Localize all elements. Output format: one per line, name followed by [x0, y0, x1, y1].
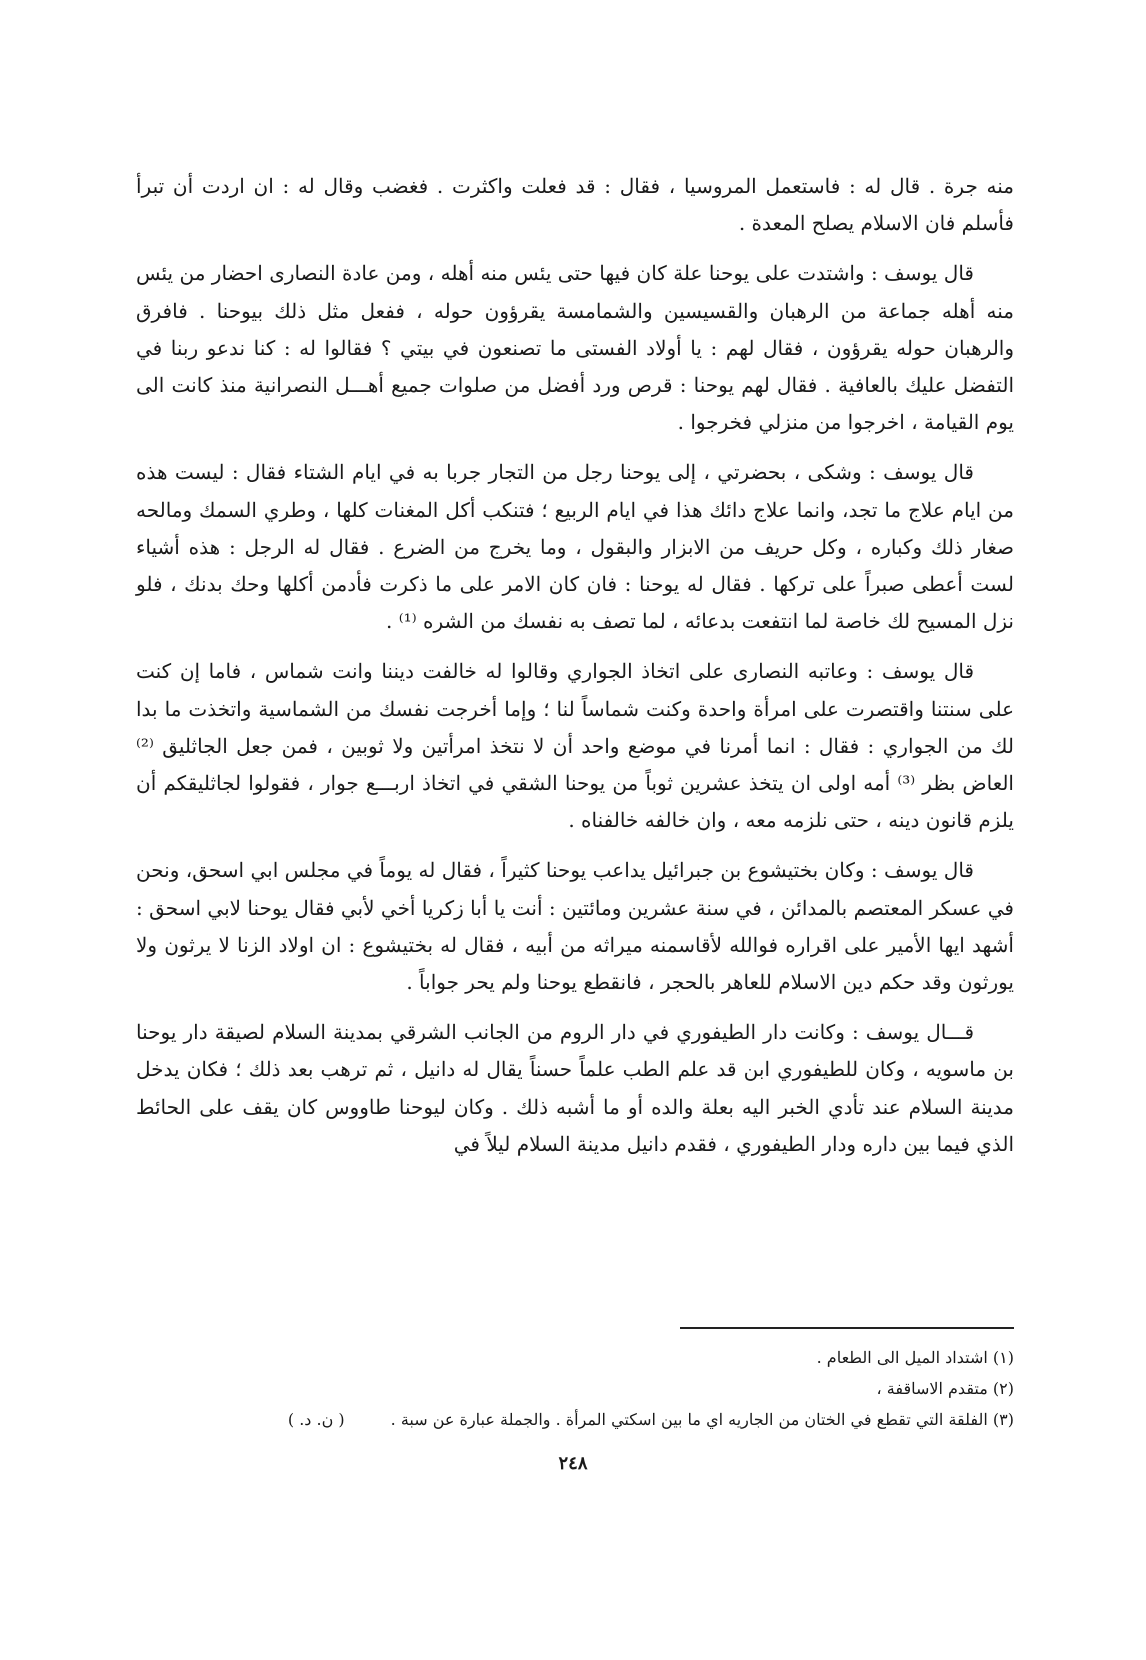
footnote-divider: [680, 1327, 1014, 1329]
footnotes: [136, 1342, 1014, 1435]
footnote-3-text: (٣) الفلقة التي تقطع في الختان من الجاريه اي ما بين اسكتي المرأة . والجملة عبارة عن سبة .: [390, 1410, 1014, 1429]
body-text: [136, 168, 1014, 1176]
paragraph-5: قال يوسف : وكان بختيشوع بن جبرائيل يداعب يوحنا كثيراً ، فقال له يوماً في مجلس ابي اسحق، ونحن في عسكر المعتصم بالمدائن ، في سنة عشرين ومائتين : أنت يا أبا زكريا أخي لأبي فقال يوحنا لابي اسحق : أشهد ايها الأمير على اقراره فوالله لأقاسمنه ميراثه من أبيه ، فقال له بختيشوع : ان اولاد الزنا لا يرثون ولا يورثون وقد حكم دين الاسلام للعاهر بالحجر ، فانقطع يوحنا ولم يحر جواباً .: [136, 858, 1014, 995]
footnote-3: [136, 1404, 1014, 1435]
footnote-1: (١) اشتداد الميل الى الطعام .: [816, 1348, 1014, 1367]
paragraph-4: قال يوسف : وعاتبه النصارى على اتخاذ الجواري وقالوا له خالفت ديننا وانت شماس ، فاما إن كنت على سنتنا واقتصرت على امرأة واحدة وكنت شماساً لنا ؛ وإما أخرجت نفسك من الشماسية واتخذت ما بدا لك من الجواري : فقال : انما أمرنا في موضع واحد أن لا نتخذ امرأتين ولا ثوبين ، فمن جعل الجاثليق ⁽²⁾ العاض بظر ⁽³⁾ أمه اولى ان يتخذ عشرين ثوباً من يوحنا الشقي في اتخاذ اربـــع جوار ، فقولوا لجاثليقكم أن يلزم قانون دينه ، حتى نلزمه معه ، وان خالفه خالفناه .: [136, 659, 1015, 833]
page-number: ٢٤٨: [558, 1453, 588, 1474]
footnote-signature: ( ن. د. ): [287, 1410, 345, 1429]
paragraph-6: قـــال يوسف : وكانت دار الطيفوري في دار الروم من الجانب الشرقي بمدينة السلام لصيقة دار يوحنا بن ماسويه ، وكان للطيفوري ابن قد علم الطب علماً حسناً يقال له دانيل ، ثم ترهب بعد ذلك ؛ فكان يدخل مدينة السلام عند تأدي الخبر اليه بعلة والده أو ما أشبه ذلك . وكان ليوحنا طاووس كان يقف على الحائط الذي فيما بين داره ودار الطيفوري ، فقدم دانيل مدينة السلام ليلاً في: [136, 1020, 1014, 1156]
paragraph-1: منه جرة . قال له : فاستعمل المروسيا ، فقال : قد فعلت واكثرت . فغضب وقال له : ان اردت أن تبرأ فأسلم فان الاسلام يصلح المعدة .: [136, 174, 1014, 236]
footnote-2: (٢) متقدم الاساقفة ،: [876, 1379, 1014, 1398]
paragraph-2: قال يوسف : واشتدت على يوحنا علة كان فيها حتى يئس منه أهله ، ومن عادة النصارى احضار من يئس منه أهله جماعة من الرهبان والقسيسين والشمامسة يقرؤون حوله ، ففعل مثل ذلك بيوحنا . فافرق والرهبان حوله يقرؤون ، فقال لهم : يا أولاد الفستى ما تصنعون في بيتي ؟ فقالوا له : كنا ندعو ربنا في التفضل عليك بالعافية . فقال لهم يوحنا : قرص ورد أفضل من صلوات جميع أهـــل النصرانية منذ كانت الى يوم القيامة ، اخرجوا من منزلي فخرجوا .: [136, 261, 1014, 435]
paragraph-3: قال يوسف : وشكى ، بحضرتي ، إلى يوحنا رجل من التجار جربا به في ايام الشتاء فقال : ليست هذه من ايام علاج ما تجد، وانما علاج دائك هذا في ايام الربيع ؛ فتنكب أكل المغنات كلها ، وطري السمك ومالحه صغار ذلك وكباره ، وكل حريف من الابزار والبقول ، وما يخرج من الضرع . فقال له الرجل : هذه أشياء لست أعطى صبراً على تركها . فقال له يوحنا : فان كان الامر على ما ذكرت فأدمن أكلها وحك بدنك ، فلو نزل المسيح لك خاصة لما انتفعت بدعائه ، لما تصف به نفسك من الشره ⁽¹⁾ .: [136, 460, 1014, 634]
